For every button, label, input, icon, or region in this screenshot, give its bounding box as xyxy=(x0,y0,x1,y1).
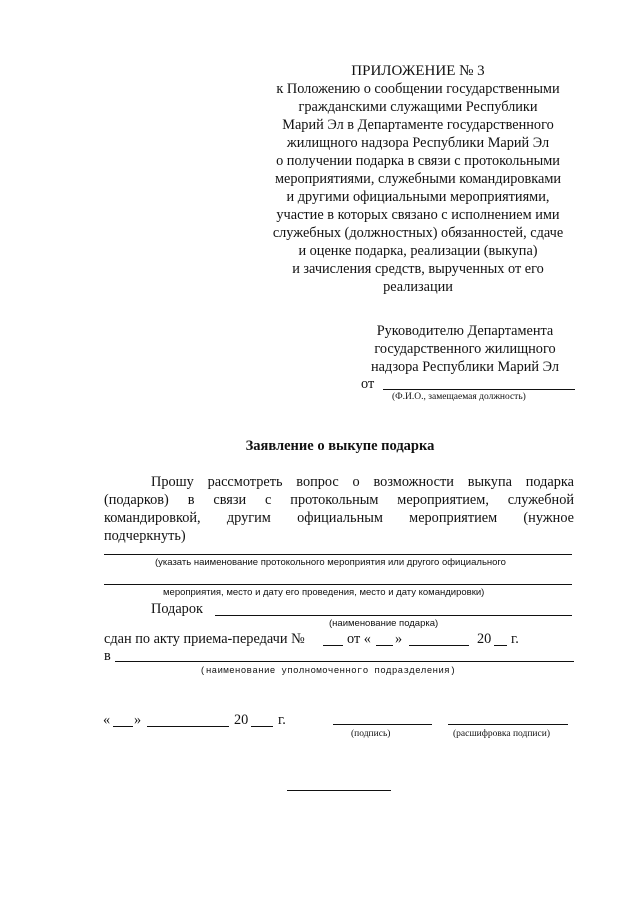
appendix-line: мероприятиями, служебными командировками xyxy=(274,171,562,187)
sign-year-prefix: 20 xyxy=(234,712,249,728)
request-line: командировкой, другим официальным мероприятием (нужное xyxy=(104,510,574,526)
appendix-line: гражданскими служащими Республики xyxy=(298,99,538,115)
event-field-2[interactable] xyxy=(104,584,572,585)
addressee-line: государственного жилищного xyxy=(374,341,556,357)
event-caption-2: мероприятия, место и дату его проведения, место и дату командировки) xyxy=(163,587,485,598)
unit-name-field[interactable] xyxy=(115,661,574,662)
addressee-from-caption: (Ф.И.О., замещаемая должность) xyxy=(392,392,526,402)
transfer-close-quote: » xyxy=(395,631,403,647)
sign-year-suffix: г. xyxy=(278,712,286,728)
appendix-line: к Положению о сообщении государственными xyxy=(276,81,560,97)
appendix-line: Марий Эл в Департаменте государственного xyxy=(282,117,554,133)
appendix-line: участие в которых связано с исполнением ими xyxy=(276,207,560,223)
signature-caption: (подпись) xyxy=(351,729,391,739)
request-line: Прошу рассмотреть вопрос о возможности выкупа подарка xyxy=(151,474,574,490)
transfer-year-suffix: г. xyxy=(511,631,519,647)
addressee-line: надзора Республики Марий Эл xyxy=(371,359,559,375)
appendix-title: ПРИЛОЖЕНИЕ № 3 xyxy=(351,63,485,79)
transfer-month-field[interactable] xyxy=(409,645,469,646)
footer-divider xyxy=(287,790,391,791)
appendix-line: жилищного надзора Республики Марий Эл xyxy=(286,135,550,151)
request-line: (подарков) в связи с протокольным мероприятием, служебной xyxy=(104,492,574,508)
addressee-from-label: от xyxy=(361,376,375,392)
gift-caption: (наименование подарка) xyxy=(329,618,439,629)
transfer-day-field[interactable] xyxy=(376,645,393,646)
transfer-prefix: сдан по акту приема-передачи № xyxy=(104,631,305,647)
signature-decode-caption: (расшифровка подписи) xyxy=(453,729,550,739)
appendix-line: служебных (должностных) обязанностей, сдаче xyxy=(272,225,564,241)
sign-month-field[interactable] xyxy=(147,726,229,727)
sign-day-field[interactable] xyxy=(113,726,133,727)
event-caption-1: (указать наименование протокольного мероприятия или другого официального xyxy=(155,557,506,568)
transfer-from-word: от « xyxy=(347,631,371,647)
appendix-line: и оценке подарка, реализации (выкупа) xyxy=(298,243,538,259)
gift-name-field[interactable] xyxy=(215,615,572,616)
addressee-name-field[interactable] xyxy=(383,389,575,390)
addressee-line: Руководителю Департамента xyxy=(376,323,554,339)
appendix-line: и другими официальными мероприятиями, xyxy=(286,189,550,205)
act-number-field[interactable] xyxy=(323,645,343,646)
appendix-line: и зачисления средств, вырученных от его xyxy=(292,261,544,277)
unit-prefix: в xyxy=(104,648,111,664)
appendix-line: реализации xyxy=(383,279,453,295)
unit-caption: (наименование уполномоченного подразделения) xyxy=(200,665,456,676)
sign-close-quote: » xyxy=(134,712,142,728)
sign-open-quote: « xyxy=(103,712,111,728)
request-line: подчеркнуть) xyxy=(104,528,186,544)
gift-label: Подарок xyxy=(151,601,203,617)
transfer-year-field[interactable] xyxy=(494,645,507,646)
sign-year-field[interactable] xyxy=(251,726,273,727)
signature-field[interactable] xyxy=(333,724,432,725)
signature-decode-field[interactable] xyxy=(448,724,568,725)
form-title: Заявление о выкупе подарка xyxy=(245,438,435,454)
appendix-line: о получении подарка в связи с протокольными xyxy=(276,153,560,169)
transfer-year-prefix: 20 xyxy=(477,631,492,647)
event-field-1[interactable] xyxy=(104,554,572,555)
